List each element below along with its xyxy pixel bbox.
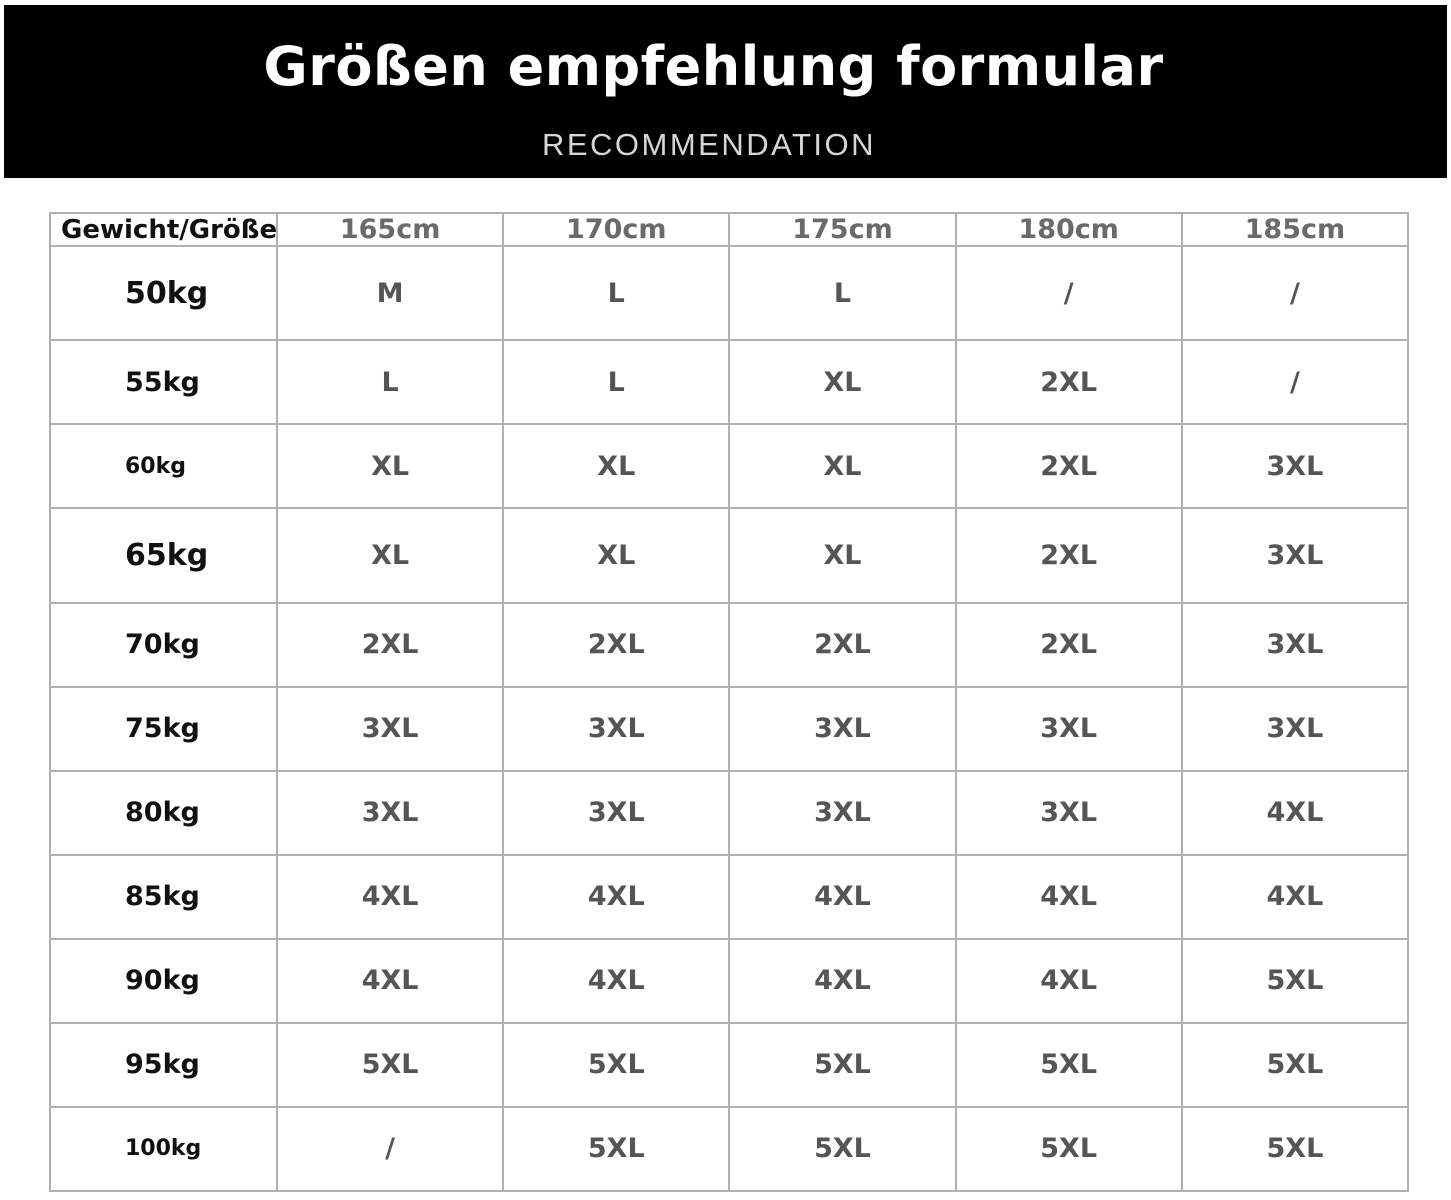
- size-cell: L: [277, 340, 503, 424]
- size-cell: XL: [277, 424, 503, 508]
- table-header-row: [50, 213, 1408, 246]
- size-cell: 3XL: [956, 687, 1182, 771]
- size-cell: 4XL: [1182, 855, 1408, 939]
- size-cell: 5XL: [956, 1023, 1182, 1107]
- page-title: Größen empfehlung formular: [263, 35, 1164, 98]
- row-header-weight: 80kg: [50, 771, 277, 855]
- size-cell: 2XL: [956, 424, 1182, 508]
- size-cell: 4XL: [277, 855, 503, 939]
- row-header-weight: 100kg: [50, 1107, 277, 1191]
- size-cell: 2XL: [956, 340, 1182, 424]
- table-row: [50, 340, 1408, 424]
- size-cell: XL: [729, 340, 955, 424]
- size-cell: 2XL: [956, 508, 1182, 602]
- size-cell: 4XL: [729, 939, 955, 1023]
- size-cell: /: [1182, 340, 1408, 424]
- size-recommendation-table: [49, 212, 1409, 1192]
- size-cell: L: [503, 246, 729, 340]
- table-row: [50, 855, 1408, 939]
- size-cell: 3XL: [729, 687, 955, 771]
- size-cell: 4XL: [503, 939, 729, 1023]
- size-cell: 3XL: [503, 771, 729, 855]
- size-cell: 5XL: [1182, 939, 1408, 1023]
- size-cell: M: [277, 246, 503, 340]
- size-cell: 3XL: [503, 687, 729, 771]
- row-header-weight: 50kg: [50, 246, 277, 340]
- size-cell: L: [503, 340, 729, 424]
- size-cell: 2XL: [729, 603, 955, 687]
- size-cell: 3XL: [277, 771, 503, 855]
- size-cell: 5XL: [729, 1107, 955, 1191]
- size-cell: 5XL: [503, 1023, 729, 1107]
- table-row: [50, 1023, 1408, 1107]
- row-header-weight: 85kg: [50, 855, 277, 939]
- table-row: [50, 246, 1408, 340]
- size-cell: 2XL: [277, 603, 503, 687]
- size-cell: XL: [729, 424, 955, 508]
- size-cell: 3XL: [956, 771, 1182, 855]
- size-cell: 4XL: [729, 855, 955, 939]
- size-cell: 4XL: [1182, 771, 1408, 855]
- corner-label: Gewicht/Größe: [50, 213, 277, 246]
- size-cell: 5XL: [1182, 1023, 1408, 1107]
- row-header-weight: 90kg: [50, 939, 277, 1023]
- size-cell: 3XL: [277, 687, 503, 771]
- size-cell: 4XL: [277, 939, 503, 1023]
- row-header-weight: 75kg: [50, 687, 277, 771]
- table-row: [50, 687, 1408, 771]
- column-header-height: 165cm: [277, 213, 503, 246]
- size-cell: L: [729, 246, 955, 340]
- column-header-height: 170cm: [503, 213, 729, 246]
- size-cell: 5XL: [956, 1107, 1182, 1191]
- row-header-weight: 95kg: [50, 1023, 277, 1107]
- size-cell: 5XL: [729, 1023, 955, 1107]
- size-cell: /: [277, 1107, 503, 1191]
- row-header-weight: 55kg: [50, 340, 277, 424]
- row-header-weight: 70kg: [50, 603, 277, 687]
- size-cell: 3XL: [729, 771, 955, 855]
- size-cell: /: [956, 246, 1182, 340]
- row-header-weight: 60kg: [50, 424, 277, 508]
- size-cell: XL: [503, 424, 729, 508]
- table-row: [50, 1107, 1408, 1191]
- column-header-height: 180cm: [956, 213, 1182, 246]
- size-cell: 5XL: [1182, 1107, 1408, 1191]
- size-cell: XL: [729, 508, 955, 602]
- page-subtitle: RECOMMENDATION: [541, 127, 877, 162]
- column-header-height: 175cm: [729, 213, 955, 246]
- size-cell: 4XL: [956, 939, 1182, 1023]
- table-row: [50, 424, 1408, 508]
- table-row: [50, 771, 1408, 855]
- size-cell: XL: [277, 508, 503, 602]
- size-cell: 3XL: [1182, 687, 1408, 771]
- column-header-height: 185cm: [1182, 213, 1408, 246]
- table-row: [50, 508, 1408, 602]
- size-cell: 2XL: [956, 603, 1182, 687]
- table-row: [50, 603, 1408, 687]
- size-cell: 5XL: [277, 1023, 503, 1107]
- size-cell: 4XL: [503, 855, 729, 939]
- size-cell: 4XL: [956, 855, 1182, 939]
- size-cell: 3XL: [1182, 603, 1408, 687]
- header-banner: [4, 5, 1447, 178]
- size-cell: 3XL: [1182, 424, 1408, 508]
- table-row: [50, 939, 1408, 1023]
- size-cell: 3XL: [1182, 508, 1408, 602]
- row-header-weight: 65kg: [50, 508, 277, 602]
- size-cell: /: [1182, 246, 1408, 340]
- size-cell: XL: [503, 508, 729, 602]
- size-cell: 2XL: [503, 603, 729, 687]
- size-cell: 5XL: [503, 1107, 729, 1191]
